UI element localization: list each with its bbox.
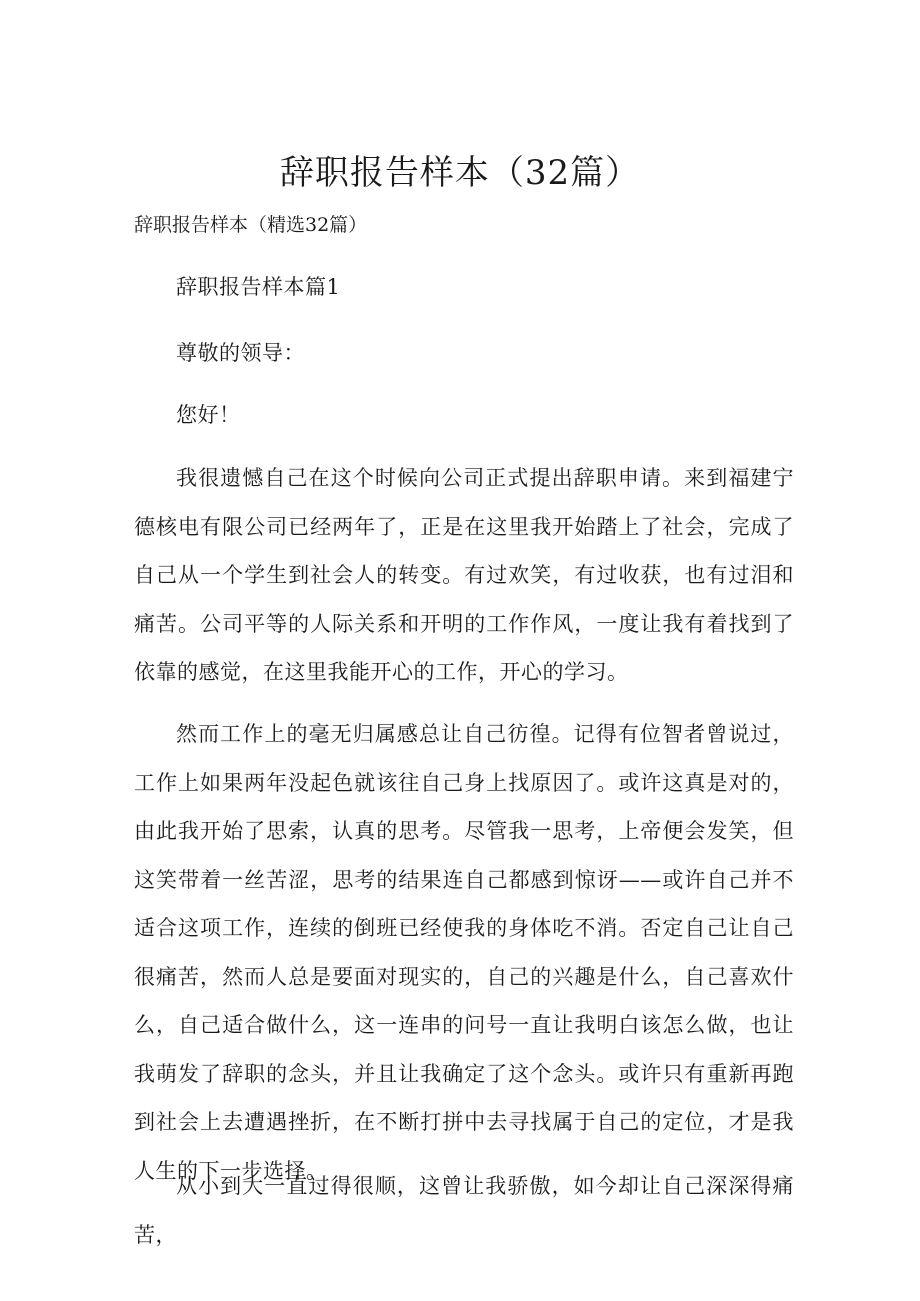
body-paragraph-1: 我很遗憾自己在这个时候向公司正式提出辞职申请。来到福建宁德核电有限公司已经两年了，正是在这里我开始踏上了社会，完成了自己从一个学生到社会人的转变。有过欢笑，有过收获，也有过泪和痛苦。公司平等的人际关系和开明的工作作风，一度让我有着找到了依靠的感觉，在这里我能开心的工作，开心的学习。 <box>134 466 794 684</box>
greeting: 您好！ <box>176 403 241 427</box>
section-heading: 辞职报告样本篇1 <box>176 275 341 299</box>
document-title: 辞职报告样本（32篇） <box>279 153 641 193</box>
document-subtitle: 辞职报告样本（精选32篇） <box>134 214 368 236</box>
salutation: 尊敬的领导： <box>176 341 305 365</box>
body-paragraph-2: 然而工作上的毫无归属感总让自己彷徨。记得有位智者曾说过，工作上如果两年没起色就该往自己身上找原因了。或许这真是对的，由此我开始了思索，认真的思考。尽管我一思考，上帝便会发笑，但这笑带着一丝苦涩，思考的结果连自己都感到惊讶——或许自己并不适合这项工作，连续的倒班已经使我的身体吃不消。否定自己让自己很痛苦，然而人总是要面对现实的，自己的兴趣是什么，自己喜欢什么，自己适合做什么，这一连串的问号一直让我明白该怎么做，也让我萌发了辞职的念头，并且让我确定了这个念头。或许只有重新再跑到社会上去遭遇挫折，在不断打拼中去寻找属于自己的定位，才是我人生的下一步选择。 <box>134 722 794 1183</box>
body-paragraph-3: 从小到大一直过得很顺，这曾让我骄傲，如今却让自己深深得痛苦， <box>134 1174 794 1247</box>
